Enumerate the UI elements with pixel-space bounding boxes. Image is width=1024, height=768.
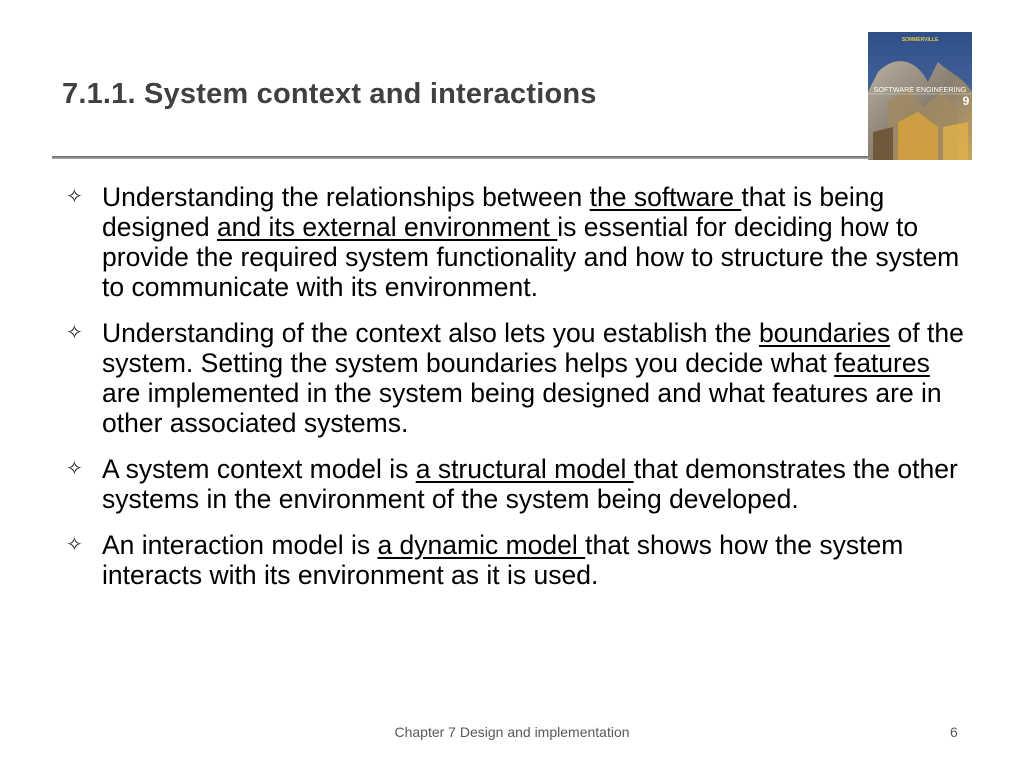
- bullet-text: [102, 454, 964, 514]
- bullet-item: [64, 318, 964, 438]
- bullet-text-segment: is essential for deciding how to provide the required system functionality and how to structure the system to communicate with its environment.: [102, 212, 960, 302]
- bullet-item: [64, 454, 964, 514]
- diamond-outline-icon: ✧: [66, 534, 83, 556]
- bullet-text: [102, 318, 964, 438]
- cover-title-text: SOFTWARE ENGINEERING: [873, 85, 967, 94]
- diamond-outline-icon: ✧: [66, 322, 83, 344]
- diamond-outline-icon: ✧: [66, 186, 83, 208]
- book-cover-image: [868, 32, 972, 160]
- diamond-outline-icon: ✧: [66, 458, 83, 480]
- underlined-term: and its external environment: [216, 212, 558, 242]
- bullet-text-segment: Understanding of the context also lets you establish the: [102, 318, 760, 348]
- bullet-list: [64, 182, 964, 606]
- underlined-term: a structural model: [415, 454, 634, 484]
- page-number: 6: [950, 724, 958, 740]
- bullet-text-segment: that demonstrates the other systems in the environment of the system being developed.: [102, 454, 958, 514]
- underlined-term: a dynamic model: [377, 530, 586, 560]
- cover-author-text: SOMMERVILLE: [901, 37, 939, 43]
- bullet-text: [102, 182, 964, 302]
- bullet-text-segment: that is being designed: [102, 182, 885, 242]
- bullet-item: [64, 530, 964, 590]
- bullet-item: [64, 182, 964, 302]
- bullet-text-segment: that shows how the system interacts with its environment as it is used.: [102, 530, 904, 590]
- bullet-text-segment: An interaction model is: [102, 530, 378, 560]
- bullet-text-segment: A system context model is: [102, 454, 416, 484]
- underlined-term: boundaries: [759, 318, 891, 348]
- slide-title: 7.1.1. System context and interactions: [62, 78, 597, 110]
- cover-edition-text: 9: [962, 94, 970, 108]
- footer-text: Chapter 7 Design and implementation: [394, 724, 630, 740]
- underlined-term: features: [834, 348, 930, 378]
- bullet-text-segment: are implemented in the system being designed and what features are in other associated systems.: [102, 378, 942, 438]
- bullet-text-segment: Understanding the relationships between: [102, 182, 590, 212]
- bullet-text-segment: of the system. Setting the system boundaries helps you decide what: [102, 318, 964, 378]
- underlined-term: the software: [589, 182, 742, 212]
- bullet-text: [102, 530, 964, 590]
- title-divider: [52, 156, 870, 159]
